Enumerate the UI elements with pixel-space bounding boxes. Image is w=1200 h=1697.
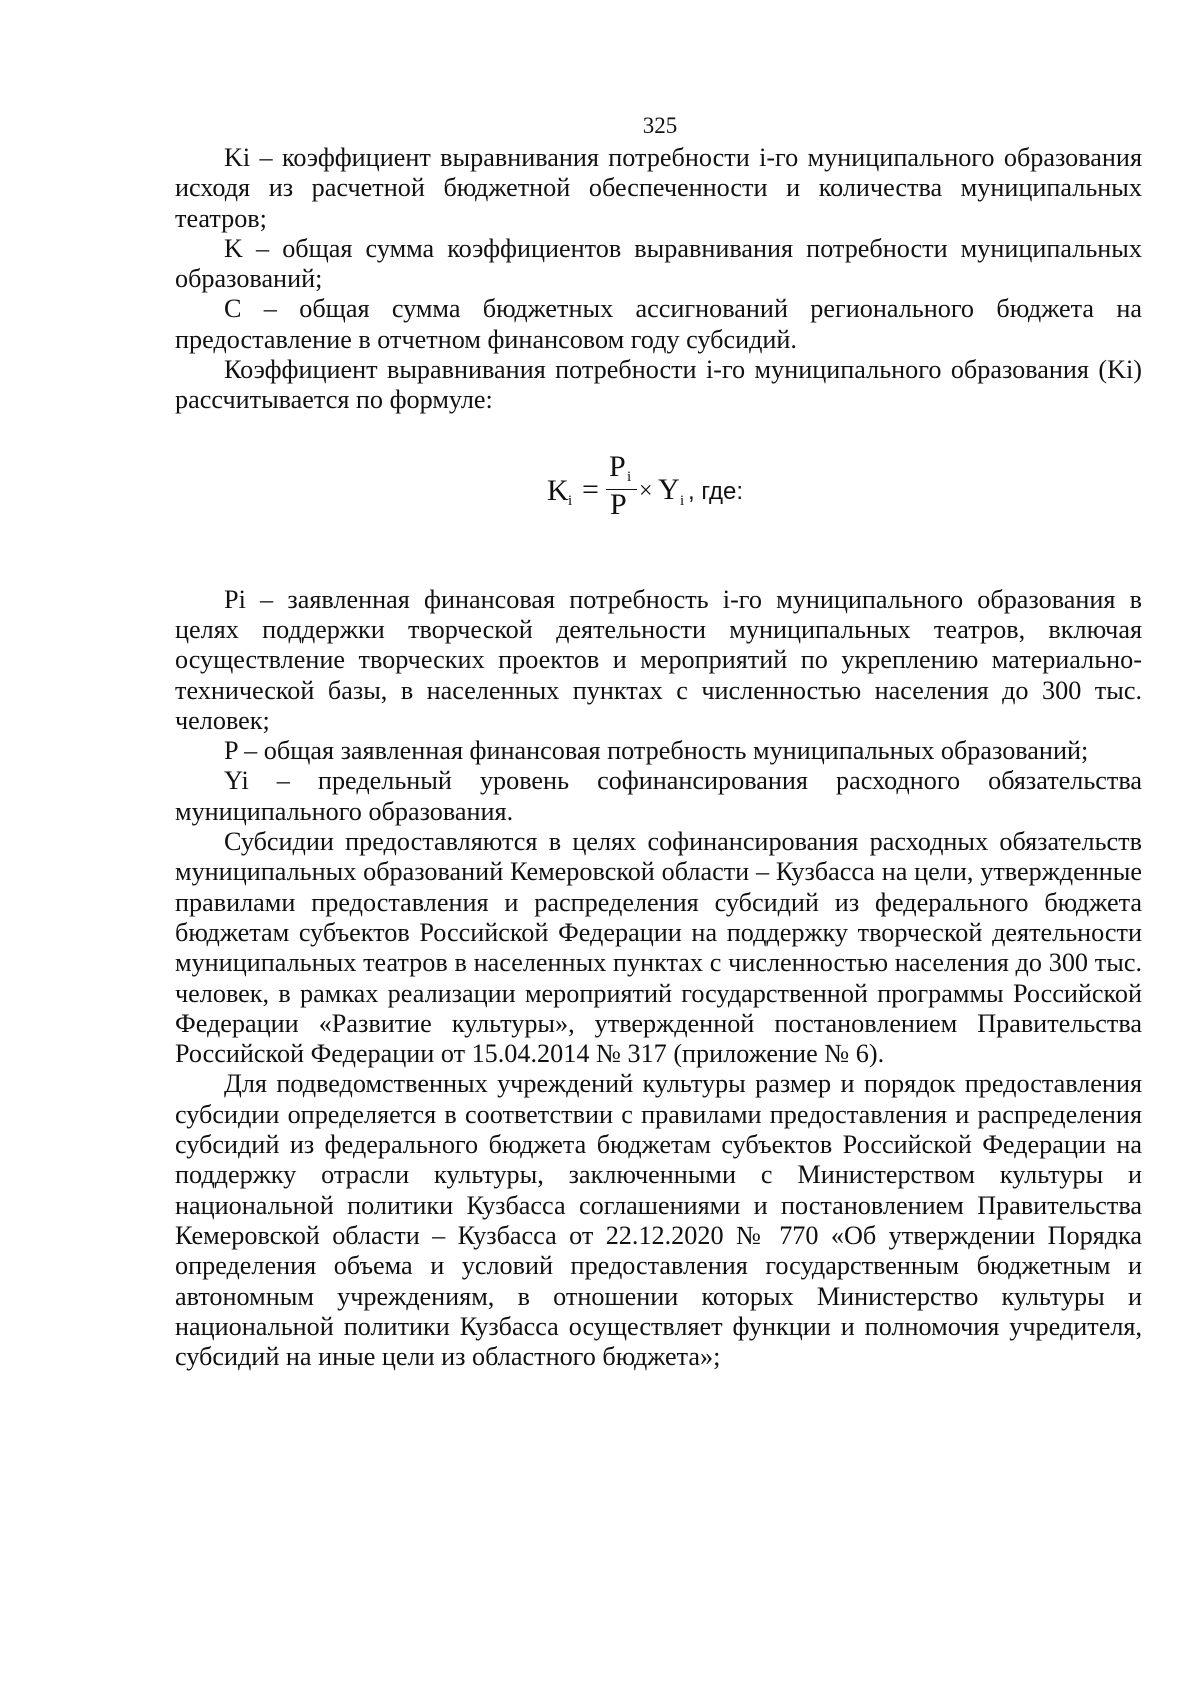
formula-block [175, 416, 1142, 585]
paragraph-formula-intro: Коэффициент выравнивания потребности i-го муниципального образования (Ki) рассчитывается по формуле: [175, 355, 1142, 415]
formula-factor-subscript: i [680, 492, 685, 509]
formula-numerator: P [609, 449, 626, 483]
paragraph-yi-definition: Yi – предельный уровень софинансирования расходного обязательства муниципального образования. [175, 766, 1142, 826]
formula-equals: = [582, 472, 599, 506]
formula-times: × [639, 477, 653, 504]
formula-lhs-subscript: i [568, 492, 573, 509]
paragraph-p-definition: P – общая заявленная финансовая потребность муниципальных образований; [224, 736, 1089, 766]
formula-numerator-subscript: i [627, 468, 632, 485]
formula-denominator: P [610, 487, 627, 521]
paragraph-c-definition: C – общая сумма бюджетных ассигнований регионального бюджета на предоставление в отчетном финансовом году субсидий. [175, 294, 1142, 354]
formula-factor: Y [658, 472, 680, 506]
paragraph-ki-definition: Ki – коэффициент выравнивания потребности i-го муниципального образования исходя из расчетной бюджетной обеспеченности и количества муниципальных театров; [175, 143, 1142, 233]
paragraph-pi-definition: Pi – заявленная финансовая потребность i-го муниципального образования в целях поддержки творческой деятельности муниципальных театров, включая осуществление творческих проектов и мероприятий по укреплению материально-технической базы, в населенных пунктах с численностью населения до 300 тыс. человек; [175, 584, 1142, 735]
paragraph-subsidies: Субсидии предоставляются в целях софинансирования расходных обязательств муниципальных образований Кемеровской области – Кузбасса на цели, утвержденные правилами предоставления и распределения субсидий из федерального бюджета бюджетам субъектов Российской Федерации на поддержку творческой деятельности муниципальных театров в населенных пунктах с численностью населения до 300 тыс. человек, в рамках реализации мероприятий государственной программы Российской Федерации «Развитие культуры», утвержденной постановлением Правительства Российской Федерации от 15.04.2014 № 317 (приложение № 6). [175, 827, 1142, 1069]
formula-tail: , где: [688, 477, 744, 505]
paragraph-subordinate-institutions: Для подведомственных учреждений культуры размер и порядок предоставления субсидии определяется в соответствии с правилами предоставления и распределения субсидий из федерального бюджета бюджетам субъектов Российской Федерации на поддержку отрасли культуры, заключенными с Министерством культуры и национальной политики Кузбасса соглашениями и постановлением Правительства Кемеровской области – Кузбасса от 22.12.2020 № 770 «Об утверждении Порядка определения объема и условий предоставления государственным бюджетным и автономным учреждениям, в отношении которых Министерство культуры и национальной политики Кузбасса осуществляет функции и полномочия учредителя, субсидий на иные цели из областного бюджета»; [175, 1069, 1142, 1372]
document-body [175, 143, 1142, 1372]
paragraph-k-definition: K – общая сумма коэффициентов выравнивания потребности муниципальных образований; [175, 233, 1142, 294]
page-number: 325 [642, 113, 678, 138]
formula-lhs: K [547, 473, 569, 507]
